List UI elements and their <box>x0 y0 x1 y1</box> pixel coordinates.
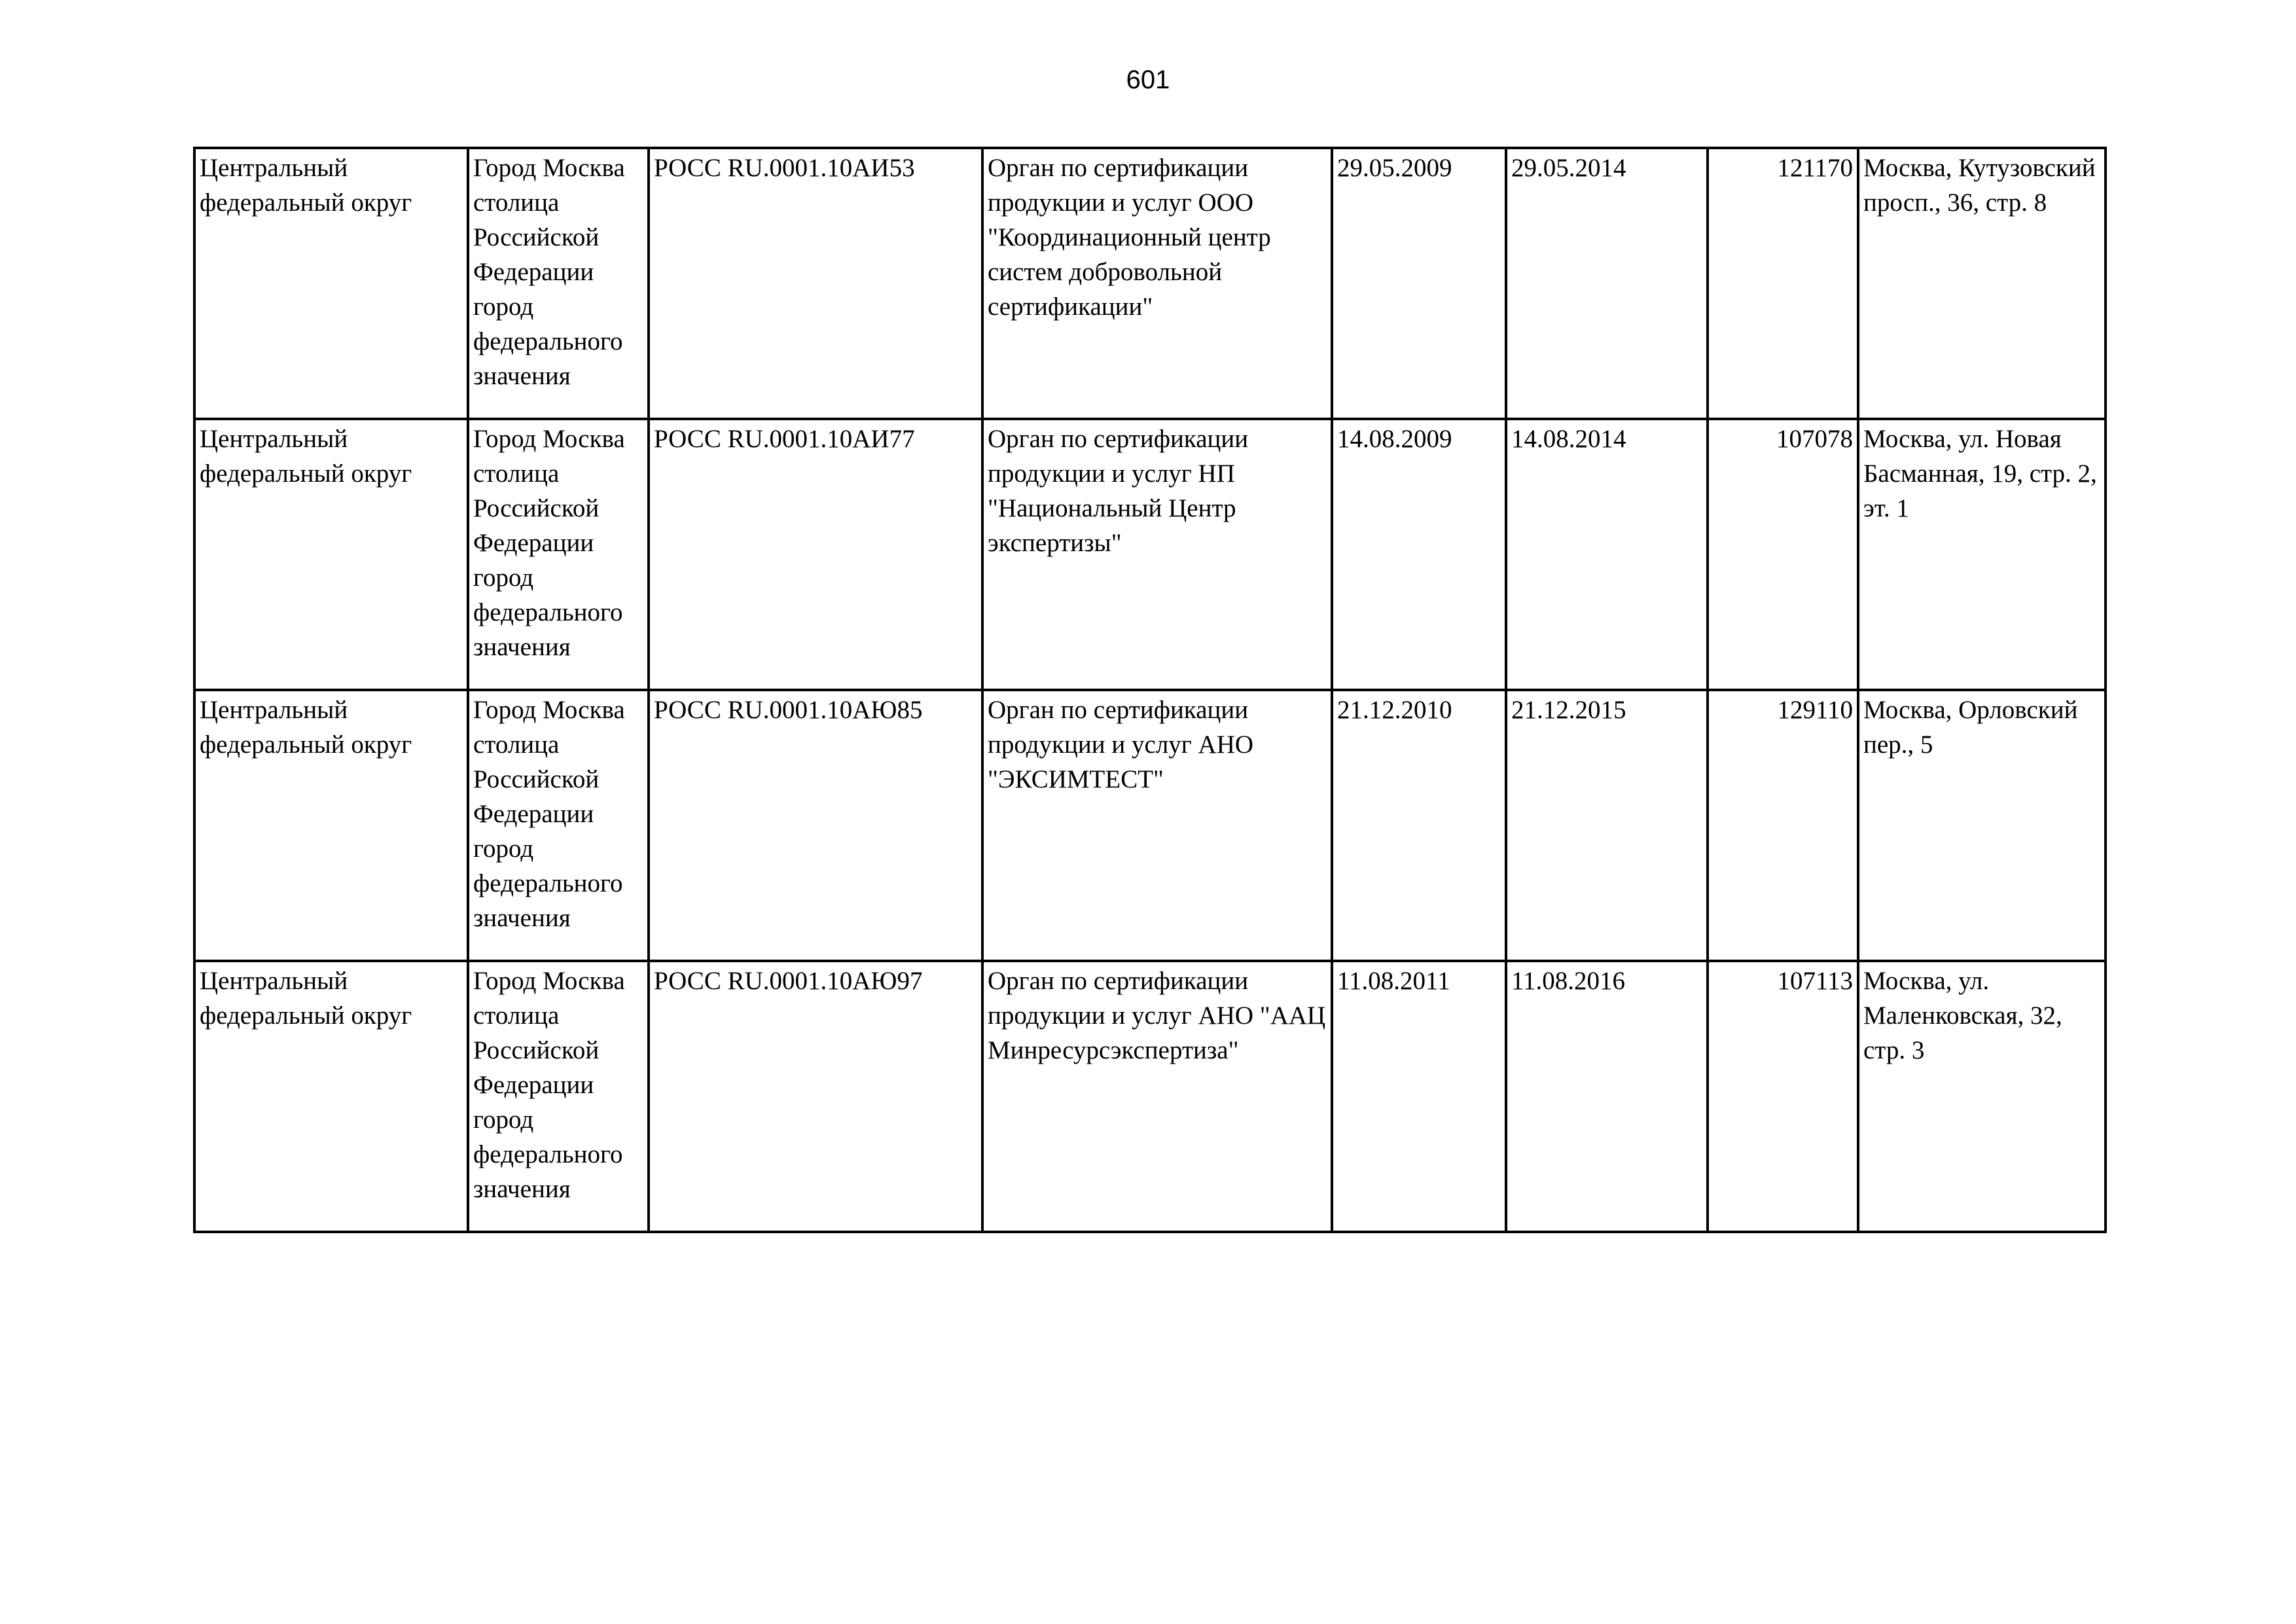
address-text: Москва, ул. Новая Басманная, 19, стр. 2, эт. 1 <box>1863 425 2097 522</box>
date-to-text: 21.12.2015 <box>1511 696 1626 724</box>
district-cell <box>194 419 468 690</box>
postal-code-cell <box>1708 419 1858 690</box>
date-to-text: 29.05.2014 <box>1511 154 1626 182</box>
postal-code-cell <box>1708 690 1858 961</box>
district-cell <box>194 148 468 419</box>
date-to-cell <box>1506 419 1708 690</box>
date-to-text: 14.08.2014 <box>1511 425 1626 453</box>
district-text: Центральный федеральный округ <box>200 154 412 217</box>
postal-code-cell <box>1708 148 1858 419</box>
address-cell <box>1858 690 2106 961</box>
page-number: 601 <box>1126 65 1170 94</box>
reg-number-text: РОСС RU.0001.10АЮ85 <box>654 696 923 724</box>
reg-number-cell <box>649 961 982 1232</box>
address-cell <box>1858 148 2106 419</box>
date-from-text: 14.08.2009 <box>1337 425 1452 453</box>
address-text: Москва, Кутузовский просп., 36, стр. 8 <box>1863 154 2096 217</box>
date-to-cell <box>1506 961 1708 1232</box>
organization-cell <box>982 148 1332 419</box>
address-cell <box>1858 419 2106 690</box>
table-row <box>194 419 2106 690</box>
table-body <box>194 148 2106 1232</box>
address-text: Москва, ул. Маленковская, 32, стр. 3 <box>1863 967 2062 1064</box>
date-to-cell <box>1506 690 1708 961</box>
region-cell <box>468 148 649 419</box>
postal-code-cell <box>1708 961 1858 1232</box>
address-cell <box>1858 961 2106 1232</box>
region-text: Город Москва столица Российской Федерации город федерального значения <box>473 967 625 1203</box>
organization-text: Орган по сертификации продукции и услуг АНО "ААЦ Минресурсэкспертиза" <box>988 967 1326 1064</box>
reg-number-text: РОСС RU.0001.10АИ53 <box>654 154 915 182</box>
table-row <box>194 148 2106 419</box>
date-to-cell <box>1506 148 1708 419</box>
date-from-cell <box>1332 961 1506 1232</box>
organization-text: Орган по сертификации продукции и услуг ООО "Координационный центр систем добровольной сертификации" <box>988 154 1271 321</box>
table-row <box>194 690 2106 961</box>
postal-code-text: 107078 <box>1776 425 1853 453</box>
date-from-text: 21.12.2010 <box>1337 696 1452 724</box>
district-text: Центральный федеральный округ <box>200 696 412 759</box>
date-from-cell <box>1332 419 1506 690</box>
region-cell <box>468 961 649 1232</box>
postal-code-text: 121170 <box>1777 154 1853 182</box>
reg-number-cell <box>649 419 982 690</box>
organization-cell <box>982 961 1332 1232</box>
date-from-text: 11.08.2011 <box>1337 967 1450 995</box>
date-to-text: 11.08.2016 <box>1511 967 1626 995</box>
district-text: Центральный федеральный округ <box>200 967 412 1030</box>
postal-code-text: 129110 <box>1777 696 1853 724</box>
table-row <box>194 961 2106 1232</box>
district-text: Центральный федеральный округ <box>200 425 412 488</box>
date-from-cell <box>1332 690 1506 961</box>
region-text: Город Москва столица Российской Федерации город федерального значения <box>473 154 625 390</box>
organization-cell <box>982 690 1332 961</box>
address-text: Москва, Орловский пер., 5 <box>1863 696 2078 759</box>
reg-number-cell <box>649 690 982 961</box>
organization-text: Орган по сертификации продукции и услуг НП "Национальный Центр экспертизы" <box>988 425 1249 557</box>
organization-text: Орган по сертификации продукции и услуг АНО "ЭКСИМТЕСТ" <box>988 696 1254 793</box>
certification-bodies-table <box>193 147 2107 1233</box>
region-cell <box>468 419 649 690</box>
region-cell <box>468 690 649 961</box>
region-text: Город Москва столица Российской Федерации город федерального значения <box>473 696 625 932</box>
date-from-cell <box>1332 148 1506 419</box>
region-text: Город Москва столица Российской Федерации город федерального значения <box>473 425 625 661</box>
reg-number-text: РОСС RU.0001.10АЮ97 <box>654 967 923 995</box>
district-cell <box>194 961 468 1232</box>
district-cell <box>194 690 468 961</box>
reg-number-text: РОСС RU.0001.10АИ77 <box>654 425 915 453</box>
reg-number-cell <box>649 148 982 419</box>
postal-code-text: 107113 <box>1777 967 1853 995</box>
organization-cell <box>982 419 1332 690</box>
date-from-text: 29.05.2009 <box>1337 154 1452 182</box>
